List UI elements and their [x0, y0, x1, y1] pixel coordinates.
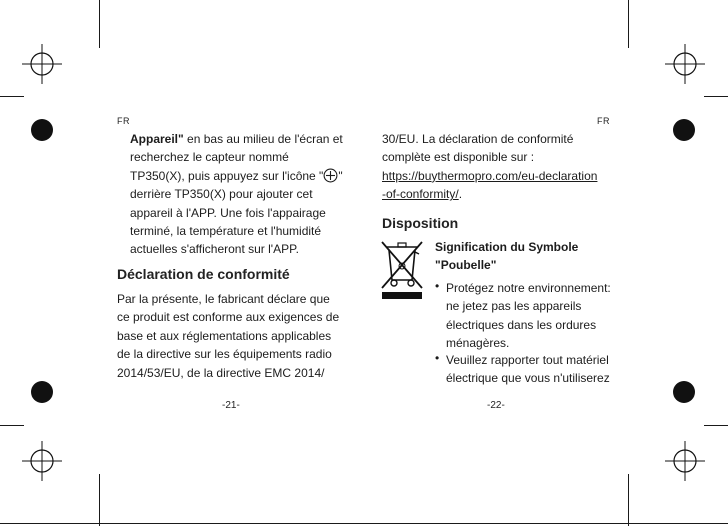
bullet: •: [435, 351, 440, 365]
registration-mark-icon: [665, 441, 705, 481]
crop-mark: [0, 96, 24, 97]
text-line: électriques dans les ordures: [446, 317, 597, 332]
text-line: ménagères.: [446, 336, 510, 351]
registration-dot-icon: [673, 381, 695, 403]
text-line: appareil à l'APP. Une fois l'appairage: [130, 205, 326, 220]
registration-dot-icon: [31, 381, 53, 403]
crop-mark: [99, 0, 100, 48]
crop-mark: [704, 425, 728, 426]
text-line: complète est disponible sur :: [382, 150, 535, 165]
registration-dot-icon: [31, 119, 53, 141]
registration-mark-icon: [22, 44, 62, 84]
crop-mark: [628, 474, 629, 526]
text-line: derrière TP350(X) pour ajouter cet: [130, 187, 313, 202]
registration-dot-icon: [673, 119, 695, 141]
crossed-out-wheelie-bin-icon: [377, 236, 429, 304]
text-line: ce produit est conforme aux exigences de: [117, 310, 340, 325]
declaration-continued: [382, 130, 597, 204]
bullet: •: [435, 279, 440, 293]
crop-mark: [628, 0, 629, 48]
text-line: Par la présente, le fabricant déclare que: [117, 292, 330, 306]
page-number: -22-: [487, 400, 505, 411]
crop-mark: [99, 474, 100, 526]
text-line: ne jetez pas les appareils: [446, 299, 582, 314]
bullet-item: [446, 279, 611, 353]
language-label: FR: [597, 116, 610, 126]
text-line: 2014/53/EU, de la directive EMC 2014/: [117, 365, 325, 380]
page-number: -21-: [222, 400, 240, 411]
crop-mark: [0, 425, 24, 426]
registration-mark-icon: [22, 441, 62, 481]
crop-mark: [0, 523, 728, 524]
text-line: recherchez le capteur nommé: [130, 150, 289, 165]
symbol-title: [435, 238, 578, 275]
conformity-link[interactable]: https://buythermopro.com/eu-declaration: [382, 168, 598, 183]
text-line: électrique que vous n'utiliserez: [446, 371, 610, 386]
section-title-declaration: Déclaration de conformité: [117, 266, 290, 282]
declaration-text: [117, 290, 339, 382]
text-line: 30/EU. La déclaration de conformité: [382, 132, 574, 146]
text-line: de la directive sur les équipements radio: [117, 347, 332, 362]
text-line: TP350(X), puis appuyez sur l'icône " ": [130, 168, 343, 183]
text-line: Signification du Symbole: [435, 240, 579, 254]
bullet-item: [446, 351, 610, 388]
language-label: FR: [117, 116, 130, 126]
link-suffix: .: [458, 187, 463, 202]
section-title-disposition: Disposition: [382, 215, 459, 231]
registration-mark-icon: [665, 44, 705, 84]
conformity-link[interactable]: -of-conformity/.: [382, 187, 463, 202]
text-line: Appareil" en bas au milieu de l'écran et: [130, 132, 343, 146]
text-line: terminé, la température et l'humidité: [130, 224, 322, 239]
add-circle-icon: [323, 168, 338, 183]
text-line: base et aux réglementations applicables: [117, 328, 332, 343]
crop-mark: [704, 96, 728, 97]
text-line: "Poubelle": [435, 258, 497, 273]
pairing-instructions: [130, 130, 343, 259]
text-line: Protégez notre environnement:: [446, 281, 611, 295]
text-line: actuelles s'afficheront sur l'APP.: [130, 242, 299, 257]
text-line: Veuillez rapporter tout matériel: [446, 353, 609, 367]
